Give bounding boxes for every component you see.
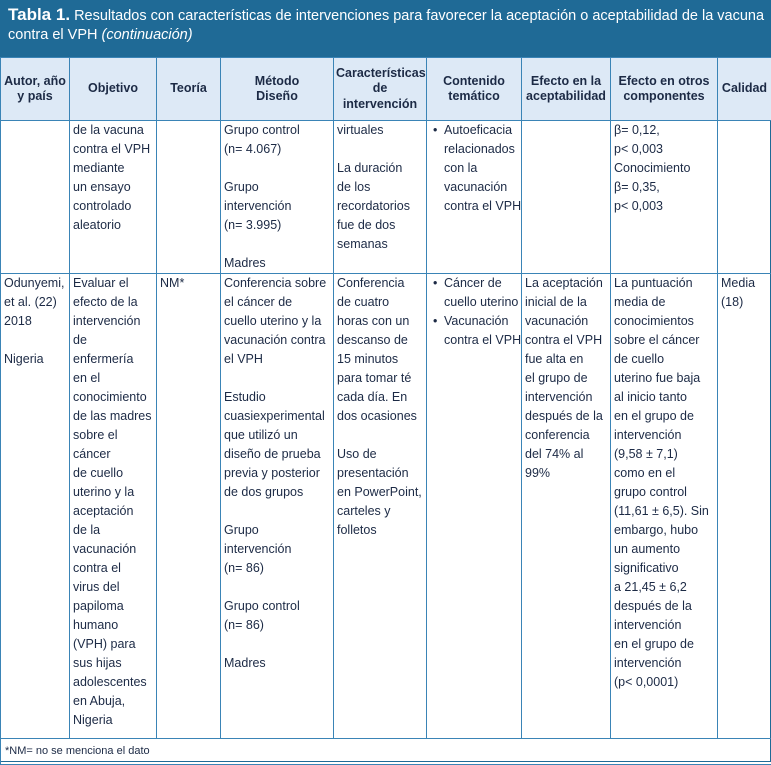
- cell-line: un ensayo: [73, 178, 153, 197]
- bullet-list: [430, 274, 518, 350]
- cell-line: [224, 369, 330, 388]
- cell-line: [337, 426, 423, 445]
- cell-line: [224, 235, 330, 254]
- table-row: [1, 121, 771, 274]
- cell-line: mediante: [73, 159, 153, 178]
- cell-efecto-aceptabilidad: [522, 121, 611, 274]
- cell-metodo: [221, 274, 334, 739]
- cell-line: con la: [444, 159, 518, 178]
- cell-line: sobre el cáncer: [614, 331, 714, 350]
- cell-line: para tomar té: [337, 369, 423, 388]
- cell-line: el VPH: [224, 350, 330, 369]
- cell-line: intervención: [525, 388, 607, 407]
- cell-line: y país: [3, 89, 67, 105]
- cell-line: intervención: [224, 540, 330, 559]
- col-header-efecto-otros: [611, 58, 718, 121]
- cell-line: p< 0,003: [614, 197, 714, 216]
- col-header-autor: [1, 58, 70, 121]
- cell-line: uterino fue baja: [614, 369, 714, 388]
- cell-line: Evaluar el: [73, 274, 153, 293]
- cell-line: a 21,45 ± 6,2: [614, 578, 714, 597]
- cell-line: vacunación: [444, 178, 518, 197]
- cell-line: un aumento: [614, 540, 714, 559]
- cell-line: (VPH) para: [73, 635, 153, 654]
- cell-line: carteles y: [337, 502, 423, 521]
- cell-line: después de la: [614, 597, 714, 616]
- cell-line: p< 0,003: [614, 140, 714, 159]
- cell-line: vacunación contra: [224, 331, 330, 350]
- cell-line: • Vacunación: [444, 312, 518, 331]
- cell-line: La aceptación: [525, 274, 607, 293]
- cell-line: enfermería: [73, 350, 153, 369]
- cell-line: (n= 4.067): [224, 140, 330, 159]
- cell-line: 15 minutos: [337, 350, 423, 369]
- cell-line: (n= 86): [224, 616, 330, 635]
- cell-line: de la vacuna: [73, 121, 153, 140]
- cell-line: Nigeria: [73, 711, 153, 730]
- cell-line: horas con un: [337, 312, 423, 331]
- cell-line: La puntuación: [614, 274, 714, 293]
- cell-line: dos ocasiones: [337, 407, 423, 426]
- cell-line: Objetivo: [72, 81, 154, 97]
- cell-line: contra el VPH: [73, 140, 153, 159]
- cell-line: aceptabilidad: [524, 89, 608, 105]
- cell-line: Nigeria: [4, 350, 66, 369]
- cell-line: sus hijas: [73, 654, 153, 673]
- footnote: *NM= no se menciona el dato: [1, 739, 771, 765]
- cell-line: cuasiexperimental: [224, 407, 330, 426]
- cell-line: sobre el: [73, 426, 153, 445]
- table-label: Tabla 1.: [8, 5, 70, 24]
- cell-line: relacionados: [444, 140, 518, 159]
- cell-line: de cuello: [614, 350, 714, 369]
- cell-line: [224, 578, 330, 597]
- col-header-calidad: [718, 58, 771, 121]
- cell-line: cuello uterino: [444, 293, 518, 312]
- cell-line: Grupo control: [224, 597, 330, 616]
- cell-line: efecto de la: [73, 293, 153, 312]
- cell-line: Conferencia: [337, 274, 423, 293]
- cell-line: Uso de: [337, 445, 423, 464]
- cell-line: vacunación: [525, 312, 607, 331]
- cell-line: en PowerPoint,: [337, 483, 423, 502]
- cell-line: uterino y la: [73, 483, 153, 502]
- cell-line: folletos: [337, 521, 423, 540]
- cell-line: en el grupo de: [614, 635, 714, 654]
- cell-line: de cuatro: [337, 293, 423, 312]
- col-header-efecto-aceptabilidad: [522, 58, 611, 121]
- cell-line: Odunyemi,: [4, 274, 66, 293]
- cell-metodo: [221, 121, 334, 274]
- cell-line: Efecto en otros: [613, 74, 715, 90]
- table-title: [0, 0, 771, 57]
- cell-line: intervención: [224, 197, 330, 216]
- cell-line: Método: [223, 74, 331, 90]
- cell-line: presentación: [337, 464, 423, 483]
- cell-line: et al. (22): [4, 293, 66, 312]
- cell-line: contra el VPH: [444, 331, 518, 350]
- cell-line: Diseño: [223, 89, 331, 105]
- cell-line: (9,58 ± 7,1): [614, 445, 714, 464]
- cell-line: Estudio: [224, 388, 330, 407]
- cell-line: Grupo control: [224, 121, 330, 140]
- cell-line: descanso de: [337, 331, 423, 350]
- cell-line: al inicio tanto: [614, 388, 714, 407]
- list-item: [444, 274, 518, 312]
- cell-line: aleatorio: [73, 216, 153, 235]
- cell-line: β= 0,35,: [614, 178, 714, 197]
- cell-line: Autor, año: [3, 74, 67, 90]
- cell-contenido: [427, 274, 522, 739]
- cell-line: en el: [73, 369, 153, 388]
- col-header-contenido: [427, 58, 522, 121]
- cell-line: [224, 635, 330, 654]
- cell-line: de los: [337, 178, 423, 197]
- cell-teoria: [157, 121, 221, 274]
- cell-line: β= 0,12,: [614, 121, 714, 140]
- table-row: [1, 274, 771, 739]
- cell-calidad: [718, 274, 771, 739]
- cell-line: Conferencia sobre: [224, 274, 330, 293]
- cell-line: Conocimiento: [614, 159, 714, 178]
- cell-line: controlado: [73, 197, 153, 216]
- cell-line: de la: [73, 521, 153, 540]
- cell-line: después de la: [525, 407, 607, 426]
- cell-line: vacunación: [73, 540, 153, 559]
- cell-line: que utilizó un: [224, 426, 330, 445]
- cell-line: • Autoeficacia: [444, 121, 518, 140]
- cell-line: Madres: [224, 654, 330, 673]
- cell-line: Grupo: [224, 521, 330, 540]
- cell-line: grupo control: [614, 483, 714, 502]
- cell-line: previa y posterior: [224, 464, 330, 483]
- cell-objetivo: [70, 274, 157, 739]
- cell-line: Media: [721, 274, 768, 293]
- cell-line: recordatorios: [337, 197, 423, 216]
- col-header-caracteristicas: [334, 58, 427, 121]
- cell-line: diseño de prueba: [224, 445, 330, 464]
- cell-line: [224, 159, 330, 178]
- cell-line: Grupo: [224, 178, 330, 197]
- cell-efecto-otros: [611, 121, 718, 274]
- cell-line: en Abuja,: [73, 692, 153, 711]
- cell-line: intervención: [614, 616, 714, 635]
- cell-line: como en el: [614, 464, 714, 483]
- cell-line: 99%: [525, 464, 607, 483]
- cell-line: contra el: [73, 559, 153, 578]
- cell-line: componentes: [613, 89, 715, 105]
- cell-line: intervención: [614, 426, 714, 445]
- cell-line: aceptación: [73, 502, 153, 521]
- cell-line: [224, 502, 330, 521]
- cell-line: [337, 140, 423, 159]
- cell-line: intervención: [336, 97, 424, 113]
- table-title-line1: Resultados con características de intervenciones para favorecer la aceptación o aceptabilidad de la vacuna: [74, 8, 764, 24]
- cell-line: conferencia: [525, 426, 607, 445]
- cell-line: Efecto en la: [524, 74, 608, 90]
- cell-line: conocimientos: [614, 312, 714, 331]
- cell-line: La duración: [337, 159, 423, 178]
- cell-line: cada día. En: [337, 388, 423, 407]
- cell-line: cáncer: [73, 445, 153, 464]
- results-table: [0, 57, 771, 765]
- cell-line: conocimiento: [73, 388, 153, 407]
- table-title-line2: contra el VPH: [8, 27, 97, 43]
- cell-line: Madres: [224, 254, 330, 273]
- list-item: [444, 121, 518, 216]
- cell-line: (18): [721, 293, 768, 312]
- header-row: [1, 58, 771, 121]
- cell-line: (n= 3.995): [224, 216, 330, 235]
- cell-line: en el grupo de: [614, 407, 714, 426]
- cell-line: de dos grupos: [224, 483, 330, 502]
- footnote-row: [1, 739, 771, 765]
- cell-line: intervención: [614, 654, 714, 673]
- cell-caracteristicas: [334, 274, 427, 739]
- cell-line: de: [336, 81, 424, 97]
- list-item: [444, 312, 518, 350]
- cell-line: contra el VPH: [444, 197, 518, 216]
- cell-line: papiloma: [73, 597, 153, 616]
- cell-line: virtuales: [337, 121, 423, 140]
- cell-line: intervención: [73, 312, 153, 331]
- cell-line: • Cáncer de: [444, 274, 518, 293]
- cell-line: temático: [429, 89, 519, 105]
- cell-calidad: [718, 121, 771, 274]
- cell-line: adolescentes: [73, 673, 153, 692]
- cell-line: Características: [336, 66, 424, 82]
- col-header-metodo: [221, 58, 334, 121]
- cell-line: media de: [614, 293, 714, 312]
- cell-line: inicial de la: [525, 293, 607, 312]
- cell-line: Teoría: [159, 81, 218, 97]
- cell-teoria: [157, 274, 221, 739]
- cell-line: 2018: [4, 312, 66, 331]
- cell-line: significativo: [614, 559, 714, 578]
- cell-line: cuello uterino y la: [224, 312, 330, 331]
- cell-efecto-aceptabilidad: [522, 274, 611, 739]
- cell-line: [4, 331, 66, 350]
- table-title-continuation: (continuación): [102, 27, 193, 43]
- cell-line: humano: [73, 616, 153, 635]
- cell-line: embargo, hubo: [614, 521, 714, 540]
- cell-efecto-otros: [611, 274, 718, 739]
- cell-line: contra el VPH: [525, 331, 607, 350]
- cell-line: el cáncer de: [224, 293, 330, 312]
- cell-line: de: [73, 331, 153, 350]
- cell-line: semanas: [337, 235, 423, 254]
- cell-line: de las madres: [73, 407, 153, 426]
- cell-line: NM*: [160, 274, 217, 293]
- cell-line: Calidad: [720, 81, 769, 97]
- cell-contenido: [427, 121, 522, 274]
- col-header-teoria: [157, 58, 221, 121]
- cell-line: (11,61 ± 6,5). Sin: [614, 502, 714, 521]
- cell-line: fue de dos: [337, 216, 423, 235]
- cell-autor: [1, 274, 70, 739]
- bullet-list: [430, 121, 518, 216]
- cell-line: el grupo de: [525, 369, 607, 388]
- cell-line: virus del: [73, 578, 153, 597]
- cell-autor: [1, 121, 70, 274]
- cell-line: de cuello: [73, 464, 153, 483]
- cell-line: (n= 86): [224, 559, 330, 578]
- cell-caracteristicas: [334, 121, 427, 274]
- cell-objetivo: [70, 121, 157, 274]
- col-header-objetivo: [70, 58, 157, 121]
- cell-line: del 74% al: [525, 445, 607, 464]
- cell-line: fue alta en: [525, 350, 607, 369]
- cell-line: (p< 0,0001): [614, 673, 714, 692]
- cell-line: Contenido: [429, 74, 519, 90]
